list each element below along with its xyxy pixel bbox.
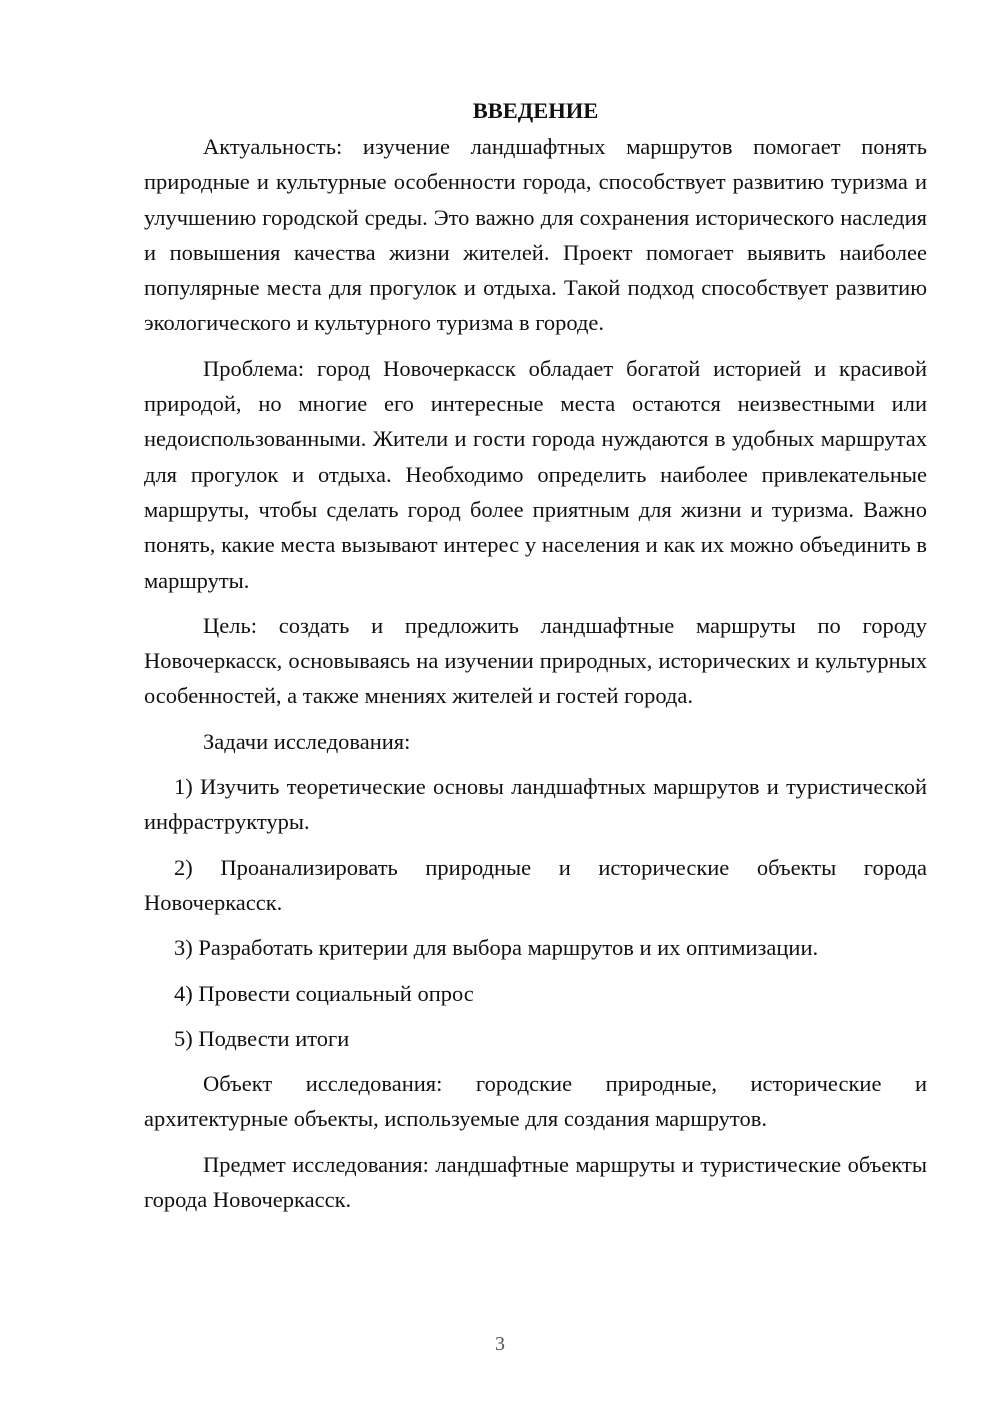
page-number: 3 <box>495 1333 505 1355</box>
document-body <box>144 94 927 1227</box>
problem-paragraph: Проблема: город Новочеркасск обладает богатой историей и красивой природой, но многие его интересные места остаются неизвестными или недоиспользованными. Жители и гости города нуждаются в удобных маршрутах для прогулок и отдыха. Необходимо определить наиболее привлекательные маршруты, чтобы сделать город более приятным для жизни и туризма. Важно понять, какие места вызывают интерес у населения и как их можно объединить в маршруты. <box>144 355 927 593</box>
research-object-paragraph: Объект исследования: городские природные, исторические и архитектурные объекты, используемые для создания маршрутов. <box>144 1071 927 1132</box>
task-item-1: 1) Изучить теоретические основы ландшафтных маршрутов и туристической инфраструктуры. <box>144 774 927 835</box>
goal-paragraph: Цель: создать и предложить ландшафтные маршруты по городу Новочеркасск, основываясь на изучении природных, исторических и культурных особенностей, а также мнениях жителей и гостей города. <box>144 612 927 709</box>
tasks-heading: Задачи исследования: <box>203 728 411 754</box>
task-item-5: 5) Подвести итоги <box>174 1025 350 1051</box>
task-item-4: 4) Провести социальный опрос <box>174 980 474 1006</box>
task-item-3: 3) Разработать критерии для выбора маршрутов и их оптимизации. <box>174 935 819 961</box>
research-subject-paragraph: Предмет исследования: ландшафтные маршруты и туристические объекты города Новочеркасск. <box>144 1151 927 1213</box>
relevance-paragraph: Актуальность: изучение ландшафтных маршрутов помогает понять природные и культурные особенности города, способствует развитию туризма и улучшению городской среды. Это важно для сохранения исторического наследия и повышения качества жизни жителей. Проект помогает выявить наиболее популярные места для прогулок и отдыха. Такой подход способствует развитию экологического и культурного туризма в городе. <box>144 134 927 336</box>
task-item-2: 2) Проанализировать природные и исторические объекты города Новочеркасск. <box>144 854 927 915</box>
section-title: ВВЕДЕНИЕ <box>472 98 599 123</box>
